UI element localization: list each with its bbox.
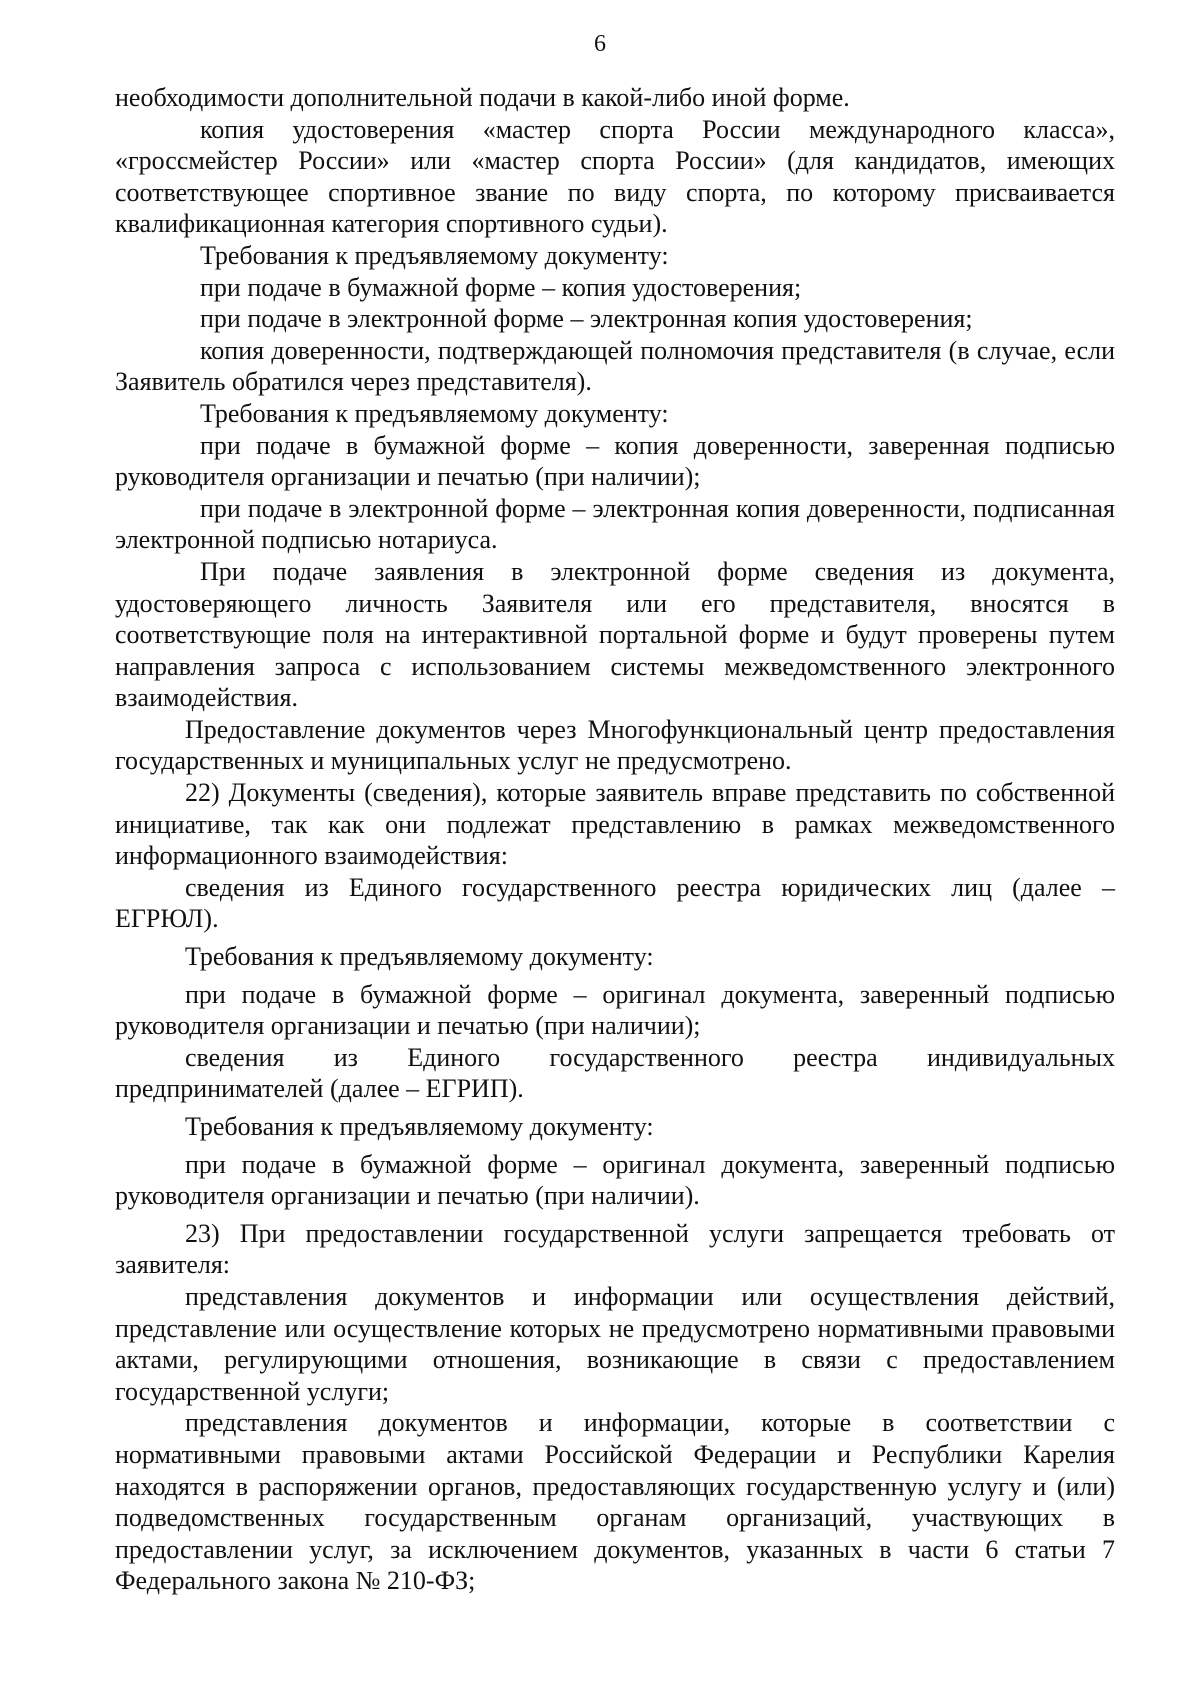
paragraph-egrul: сведения из Единого государственного реестра юридических лиц (далее – ЕГРЮЛ).	[115, 872, 1115, 934]
paragraph-requirements-heading: Требования к предъявляемому документу:	[200, 398, 669, 428]
paragraph-paper-form: при подаче в бумажной форме – копия доверенности, заверенная подписью руководителя организации и печатью (при наличии);	[115, 430, 1115, 492]
paragraph-mfc-not-provided: Предоставление документов через Многофункциональный центр предоставления государственных и муниципальных услуг не предусмотрено.	[115, 714, 1115, 776]
paragraph-item-23: 23) При предоставлении государственной услуги запрещается требовать от заявителя:	[115, 1218, 1115, 1280]
paragraph-item-22: 22) Документы (сведения), которые заявитель вправе представить по собственной инициативе, так как они подлежат представлению в рамках межведомственного информационного взаимодействия:	[115, 778, 1115, 871]
paragraph-electronic-submission: При подаче заявления в электронной форме сведения из документа, удостоверяющего личность Заявителя или его представителя, вносятся в соответствующие поля на интерактивной портальной форме и будут проверены путем направления запроса с использованием системы межведомственного электронного взаимодействия.	[115, 556, 1115, 713]
document-body	[115, 82, 1115, 1597]
paragraph-egrip: сведения из Единого государственного реестра индивидуальных предпринимателей (далее – ЕГРИП).	[115, 1042, 1115, 1104]
paragraph-prohibition-2: представления документов и информации, которые в соответствии с нормативными правовыми актами Российской Федерации и Республики Карелия находятся в распоряжении органов, предоставляющих государственную услугу и (или) подведомственных государственным органам организаций, участвующих в предоставлении услуг, за исключением документов, указанных в части 6 статьи 7 Федерального закона № 210-ФЗ;	[115, 1408, 1115, 1596]
paragraph-power-of-attorney: копия доверенности, подтверждающей полномочия представителя (в случае, если Заявитель обратился через представителя).	[115, 335, 1115, 397]
paragraph-requirements-heading: Требования к предъявляемому документу:	[185, 1112, 654, 1141]
paragraph-paper-form: при подаче в бумажной форме – копия удостоверения;	[200, 272, 802, 302]
paragraph-paper-form: при подаче в бумажной форме – оригинал документа, заверенный подписью руководителя организации и печатью (при наличии).	[115, 1149, 1115, 1211]
paragraph-prohibition-1: представления документов и информации или осуществления действий, представление или осуществление которых не предусмотрено нормативными правовыми актами, регулирующими отношения, возникающие в связи с предоставлением государственной услуги;	[115, 1281, 1115, 1406]
paragraph-certificate-copy: копия удостоверения «мастер спорта России международного класса», «гроссмейстер России» или «мастер спорта России» (для кандидатов, имеющих соответствующее спортивное звание по виду спорта, по которому присваивается квалификационная категория спортивного судьи).	[115, 114, 1115, 239]
paragraph-requirements-heading: Требования к предъявляемому документу:	[200, 240, 669, 270]
paragraph-paper-form: при подаче в бумажной форме – оригинал документа, заверенный подписью руководителя организации и печатью (при наличии);	[115, 979, 1115, 1041]
paragraph-continuation: необходимости дополнительной подачи в какой-либо иной форме.	[115, 83, 850, 112]
page-number: 6	[594, 31, 606, 57]
paragraph-electronic-form: при подаче в электронной форме – электронная копия удостоверения;	[200, 304, 973, 334]
paragraph-requirements-heading: Требования к предъявляемому документу:	[185, 942, 654, 972]
paragraph-electronic-form: при подаче в электронной форме – электронная копия доверенности, подписанная электронной подписью нотариуса.	[115, 493, 1115, 555]
